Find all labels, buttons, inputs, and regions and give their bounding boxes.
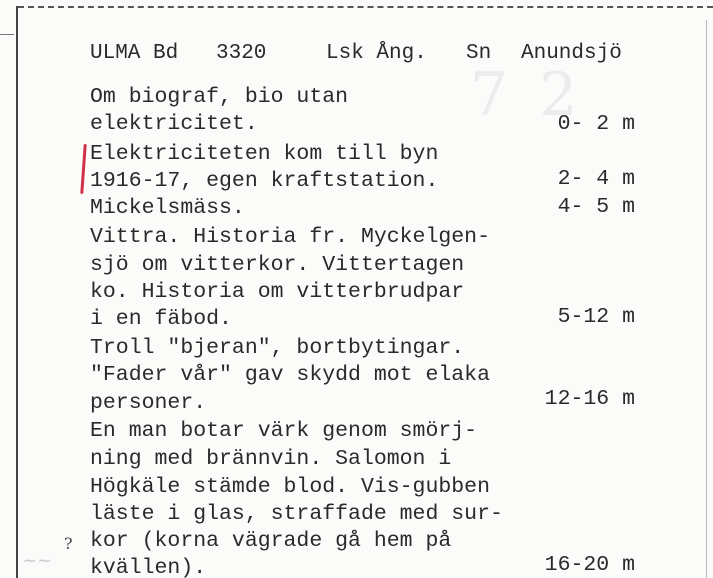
time-marker: 12-16 m [544,387,635,411]
text-line: ko. Historia om vitterbrudpar [90,280,465,304]
time-marker: 16-20 m [544,553,635,577]
text-line: Mickelsmäss. [90,196,245,220]
text-line: Elektriciteten kom till byn [90,142,439,166]
text-line: En man botar värk genom smörj- [90,419,478,443]
card-edge-tick [0,34,14,35]
text-line: "Fader vår" gav skydd mot elaka [90,363,490,387]
text-line: personer. [90,391,207,415]
card-top-border [18,6,713,8]
archive-label: ULMA Bd [90,42,179,65]
text-line: sjö om vitterkor. Vittertagen [90,253,465,277]
time-marker: 2- 4 m [557,167,635,191]
parish-name: Anundsjö [521,42,622,65]
text-line: kvällen). [90,556,207,578]
sn-label: Sn [466,42,492,65]
text-line: Vittra. Historia fr. Myckelgen- [90,225,490,249]
time-marker: 5-12 m [557,305,635,329]
time-marker: 4- 5 m [557,195,635,219]
text-line: Om biograf, bio utan [90,85,349,109]
faint-corner-scrawl: ~~ [22,550,53,571]
place-abbreviation: Lsk Ång. [326,42,427,65]
text-line: kor (korna vägrade gå hem på [90,529,452,553]
red-margin-mark [80,144,86,194]
text-line: läste i glas, straffade med sur- [90,502,503,526]
text-line: Högkäle stämde blod. Vis-gubben [90,475,490,499]
card-right-border [706,20,707,578]
show-through-ghost: 7 2 [470,60,584,130]
text-line: elektricitet. [90,112,258,136]
text-line: ning med brännvin. Salomon i [90,447,452,471]
time-marker: 0- 2 m [557,112,635,136]
margin-question-mark: ? [64,534,73,553]
text-line: i en fäbod. [90,307,232,331]
text-line: 1916-17, egen kraftstation. [90,169,439,193]
text-line: Troll "bjeran", bortbytingar. [90,336,465,360]
card-left-border [16,6,18,578]
record-number: 3320 [216,42,267,65]
